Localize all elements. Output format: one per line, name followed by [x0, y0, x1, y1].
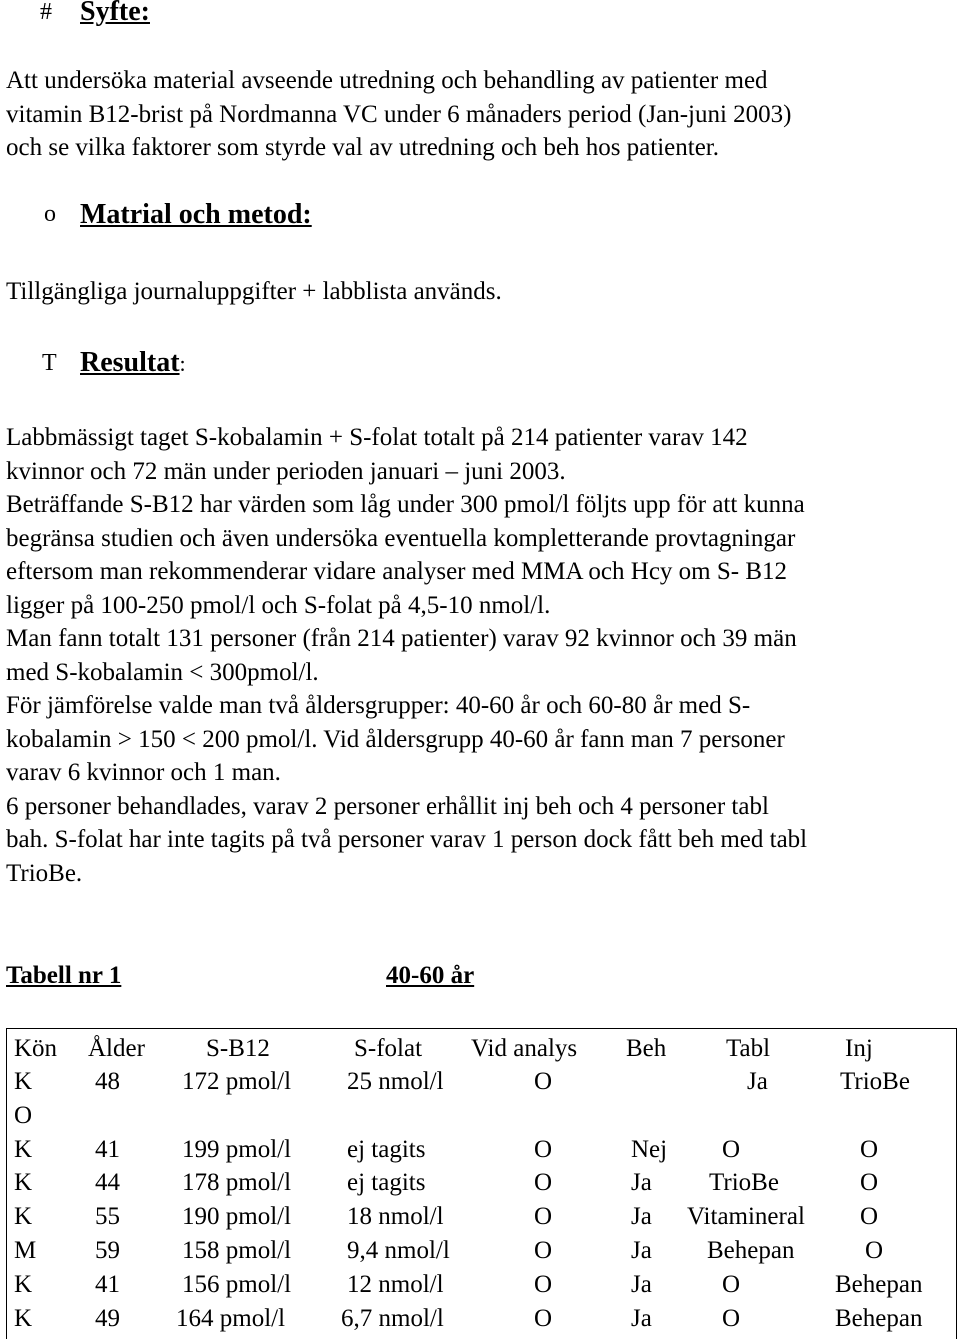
results-line: kobalamin > 150 < 200 pmol/l. Vid åldersgrupp 40-60 år fann man 7 personer: [6, 725, 785, 753]
table-cell-s-b12: 190 pmol/l: [182, 1203, 292, 1231]
table-caption-title: Tabell nr 1: [6, 962, 122, 989]
table-cell-vid-analys: O: [534, 1203, 553, 1231]
table-cell-inj: O: [860, 1169, 879, 1197]
results-line: Labbmässigt taget S-kobalamin + S-folat totalt på 214 patienter varav 142: [6, 424, 748, 451]
table-cell-tabl: O: [722, 1135, 741, 1163]
table-cell-kon: K: [14, 1304, 33, 1332]
table-cell-tabl: Behepan: [707, 1237, 795, 1264]
table-header-kon: Kön: [14, 1035, 58, 1062]
table-header-inj: Inj: [845, 1035, 873, 1062]
table-header-vid-analys: Vid analys: [471, 1035, 578, 1062]
table-header-beh: Beh: [626, 1035, 667, 1062]
table-cell-alder: 48: [95, 1068, 120, 1095]
purpose-line: vitamin B12-brist på Nordmanna VC under 6 månaders period (Jan-juni 2003): [6, 100, 792, 128]
table-cell-inj: Behepan: [835, 1270, 923, 1298]
table-cell-kon: O: [14, 1101, 33, 1129]
table-cell-kon: K: [14, 1169, 33, 1197]
results-paragraph: [6, 421, 807, 890]
table-cell-inj: O: [860, 1203, 879, 1231]
table-header-alder: Ålder: [88, 1035, 145, 1062]
table-cell-beh: Ja: [631, 1270, 652, 1298]
table-cell-tabl: Ja: [747, 1068, 768, 1095]
table-cell-s-folat: 9,4 nmol/l: [347, 1237, 450, 1264]
heading-resultat-wrap: [80, 347, 186, 379]
results-line: bah. S-folat har inte tagits på två personer varav 1 person dock fått beh med tabl: [6, 826, 808, 853]
heading-syfte: Syfte:: [80, 0, 150, 27]
table-cell-vid-analys: O: [534, 1270, 553, 1298]
table-cell-inj: O: [860, 1135, 879, 1163]
section-marker-hash: #: [40, 0, 52, 25]
table-cell-tabl: TrioBe: [709, 1169, 779, 1197]
table-cell-inj: TrioBe: [840, 1068, 910, 1095]
table-cell-tabl: O: [722, 1270, 741, 1298]
data-table: [6, 1028, 957, 1339]
table-cell-kon: K: [14, 1135, 33, 1163]
results-line: med S-kobalamin < 300pmol/l.: [6, 658, 319, 686]
table-cell-alder: 59: [95, 1237, 120, 1264]
table-cell-s-folat: 6,7 nmol/l: [341, 1304, 444, 1332]
results-line: TrioBe.: [6, 859, 83, 887]
results-line: kvinnor och 72 män under perioden januari – juni 2003.: [6, 457, 566, 485]
table-cell-alder: 41: [95, 1135, 120, 1163]
table-cell-s-b12: 199 pmol/l: [182, 1135, 292, 1163]
table-cell-s-folat: 25 nmol/l: [347, 1068, 444, 1095]
table-cell-vid-analys: O: [534, 1135, 553, 1163]
heading-resultat: Resultat: [80, 347, 180, 378]
results-line: varav 6 kvinnor och 1 man.: [6, 759, 281, 786]
section-marker-t: T: [42, 350, 57, 376]
table-caption-group: 40-60 år: [386, 962, 475, 989]
table-cell-inj: Behepan: [835, 1304, 923, 1332]
table-cell-beh: Ja: [631, 1169, 652, 1197]
table-cell-alder: 44: [95, 1169, 120, 1197]
table-cell-vid-analys: O: [534, 1068, 553, 1095]
table-cell-s-folat: 12 nmol/l: [347, 1270, 444, 1298]
table-cell-s-folat: ej tagits: [347, 1169, 426, 1197]
table-cell-alder: 55: [95, 1203, 120, 1231]
table-cell-kon: K: [14, 1203, 33, 1231]
table-cell-kon: K: [14, 1068, 33, 1095]
section-marker-o: o: [44, 201, 56, 227]
results-line: 6 personer behandlades, varav 2 personer erhållit inj beh och 4 personer tabl: [6, 792, 769, 820]
table-cell-vid-analys: O: [534, 1304, 553, 1332]
results-line: Beträffande S-B12 har värden som låg under 300 pmol/l följts upp för att kunna: [6, 491, 805, 518]
table-cell-s-b12: 178 pmol/l: [182, 1169, 292, 1197]
purpose-paragraph: [6, 64, 792, 165]
table-cell-beh: Ja: [631, 1304, 652, 1332]
table-cell-vid-analys: O: [534, 1169, 553, 1197]
heading-matrial-och-metod: Matrial och metod:: [80, 199, 312, 230]
results-line: eftersom man rekommenderar vidare analyser med MMA och Hcy om S- B12: [6, 558, 788, 585]
table-cell-s-b12: 172 pmol/l: [182, 1068, 292, 1095]
results-line: begränsa studien och även undersöka eventuella kompletterande provtagningar: [6, 524, 796, 552]
results-line: Man fann totalt 131 personer (från 214 patienter) varav 92 kvinnor och 39 män: [6, 625, 797, 652]
table-cell-s-b12: 158 pmol/l: [182, 1237, 292, 1264]
results-line: För jämförelse valde man två åldersgrupper: 40-60 år och 60-80 år med S-: [6, 692, 751, 719]
table-cell-alder: 49: [95, 1304, 120, 1332]
table-cell-kon: M: [14, 1237, 37, 1264]
table-cell-tabl: O: [722, 1304, 741, 1332]
table-header-s-folat: S-folat: [354, 1035, 423, 1062]
table-cell-vid-analys: O: [534, 1237, 553, 1264]
table-cell-beh: Ja: [631, 1203, 652, 1231]
table-cell-inj: O: [865, 1237, 884, 1264]
table-cell-kon: K: [14, 1270, 33, 1298]
table-cell-s-b12: 164 pmol/l: [176, 1304, 286, 1332]
purpose-line: och se vilka faktorer som styrde val av utredning och beh hos patienter.: [6, 134, 719, 161]
table-cell-beh: Ja: [631, 1237, 652, 1264]
table-cell-s-b12: 156 pmol/l: [182, 1270, 292, 1298]
table-cell-alder: 41: [95, 1270, 120, 1298]
table-header-s-b12: S-B12: [206, 1035, 270, 1062]
table-header-tabl: Tabl: [726, 1035, 771, 1062]
table-cell-s-folat: 18 nmol/l: [347, 1203, 444, 1231]
results-line: ligger på 100-250 pmol/l och S-folat på 4,5-10 nmol/l.: [6, 591, 551, 619]
table-cell-beh: Nej: [631, 1135, 668, 1163]
heading-resultat-colon: :: [179, 351, 186, 376]
table-cell-tabl: Vitamineral: [687, 1203, 805, 1231]
table-cell-s-folat: ej tagits: [347, 1135, 426, 1163]
purpose-line: Att undersöka material avseende utredning och behandling av patienter med: [6, 67, 768, 94]
method-text: Tillgängliga journaluppgifter + labblista används.: [6, 278, 502, 305]
